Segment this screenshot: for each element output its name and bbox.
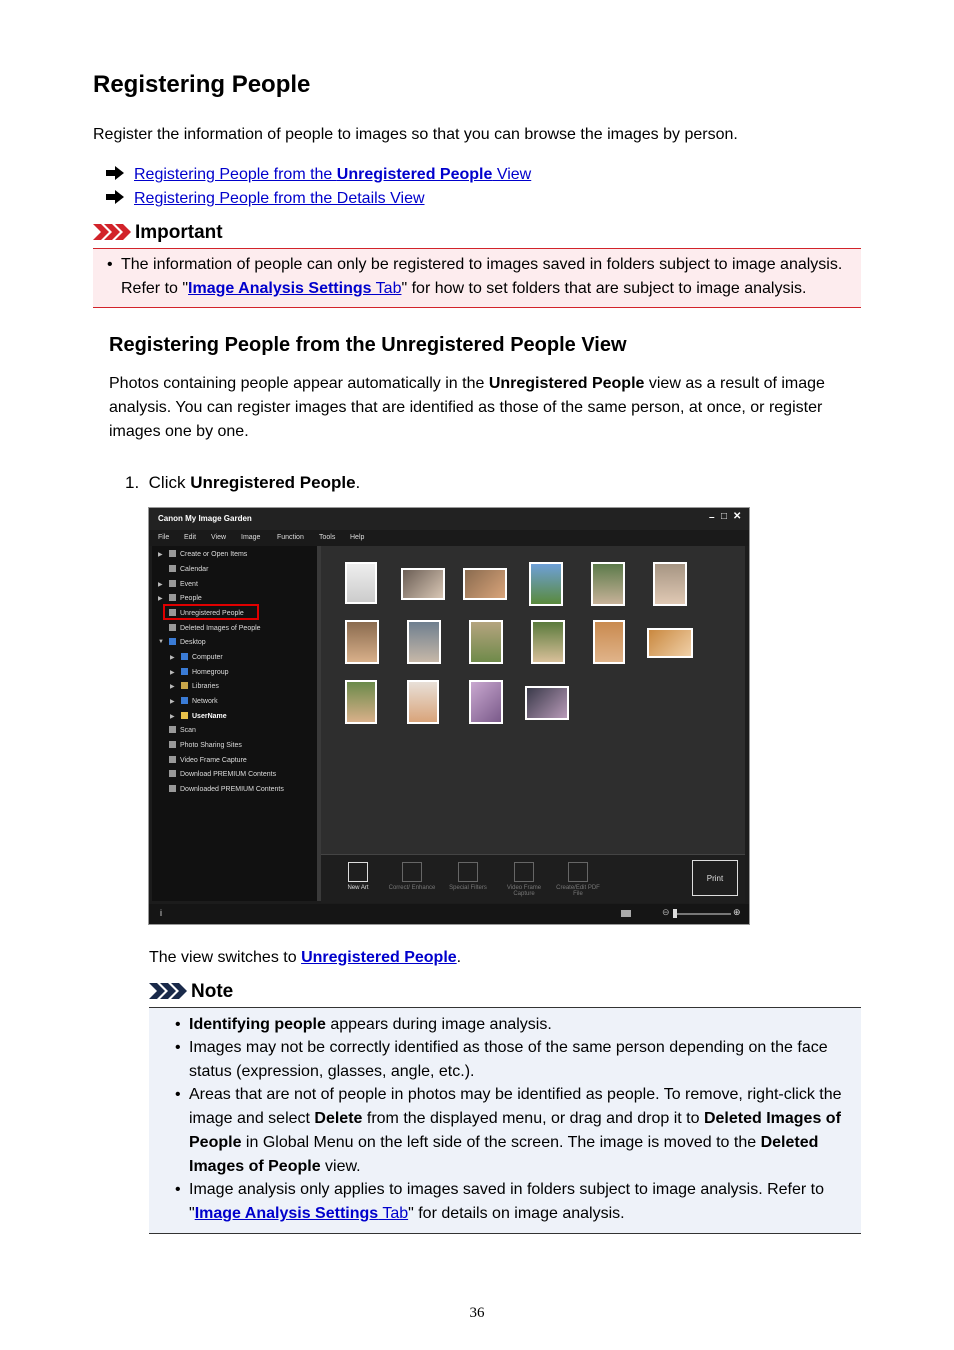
desktop-icon xyxy=(169,638,176,645)
calendar-icon xyxy=(169,565,176,572)
photo-sharing-icon xyxy=(169,741,176,748)
image-thumbnail[interactable] xyxy=(531,620,565,664)
zoom-out-icon[interactable]: ⊖ xyxy=(662,907,670,917)
link-row-unregistered xyxy=(106,165,531,185)
sidebar-item-username[interactable]: UserName xyxy=(181,712,227,720)
app-title: Canon My Image Garden xyxy=(158,514,252,523)
note-heading: Note xyxy=(149,981,233,1003)
note-chevron-icon xyxy=(149,983,187,999)
app-titlebar xyxy=(149,508,749,530)
expand-icon[interactable]: ▶ xyxy=(170,655,175,661)
sidebar-item-deleted-people[interactable]: Deleted Images of People xyxy=(169,624,261,632)
person-deleted-icon xyxy=(169,624,176,631)
note-item-1: • Identifying people appears during image analysis. xyxy=(175,1016,552,1033)
sidebar-item-scan[interactable]: Scan xyxy=(169,726,196,734)
expand-icon[interactable]: ▶ xyxy=(170,670,175,676)
menu-tools[interactable]: Tools xyxy=(319,534,336,541)
important-heading: Important xyxy=(93,222,223,244)
sidebar-item-downloaded-premium[interactable]: Downloaded PREMIUM Contents xyxy=(169,785,284,793)
new-art-icon xyxy=(348,862,368,882)
menu-edit[interactable]: Edit xyxy=(184,534,197,541)
sidebar-item-network[interactable]: Network xyxy=(181,697,218,705)
expand-icon[interactable]: ▶ xyxy=(158,552,163,558)
sidebar-item-desktop[interactable]: Desktop xyxy=(169,638,206,646)
person-icon xyxy=(169,609,176,616)
create-icon xyxy=(169,550,176,557)
note-item-3: • Areas that are not of people in photos may be identified as people. To remove, right-click the image and select Delete from the displayed menu, or drag and drop it to Deleted Images of People in Global Menu on the left side of the screen. The image is moved to the Deleted Images of People view. xyxy=(175,1086,842,1175)
sidebar-item-computer[interactable]: Computer xyxy=(181,653,223,661)
close-icon[interactable]: ✕ xyxy=(733,511,742,522)
image-thumbnail[interactable] xyxy=(463,568,507,600)
arrow-right-icon xyxy=(106,190,124,204)
image-thumbnail[interactable] xyxy=(407,680,439,724)
menu-file[interactable]: File xyxy=(158,534,170,541)
link-details-view[interactable]: Registering People from the Details View xyxy=(134,190,425,207)
computer-icon xyxy=(181,653,188,660)
image-thumbnail[interactable] xyxy=(345,562,377,604)
important-item: • The information of people can only be registered to images saved in folders subject to image analysis. Refer to "Image Analysis Settings Tab" for how to set folders that are subject to image analysis. xyxy=(107,256,843,297)
intro-text: Register the information of people to images so that you can browse the images by person. xyxy=(93,126,738,143)
image-thumbnail[interactable] xyxy=(591,562,625,606)
image-thumbnail[interactable] xyxy=(345,620,379,664)
sidebar-item-calendar[interactable]: Calendar xyxy=(169,565,208,573)
image-thumbnail[interactable] xyxy=(647,628,693,658)
homegroup-icon xyxy=(181,668,188,675)
video-frame-capture-icon xyxy=(514,862,534,882)
note-item-4: • Image analysis only applies to images saved in folders subject to image analysis. Refer to "Image Analysis Settings Tab" for details on image analysis. xyxy=(175,1181,824,1222)
page-number: 36 xyxy=(469,1305,485,1321)
app-screenshot xyxy=(148,507,750,925)
image-thumbnail[interactable] xyxy=(469,680,503,724)
sidebar-item-photo-sharing[interactable]: Photo Sharing Sites xyxy=(169,741,242,749)
folder-icon xyxy=(169,785,176,792)
important-chevron-icon xyxy=(93,224,131,240)
expand-icon[interactable]: ▶ xyxy=(158,582,163,588)
image-thumbnail[interactable] xyxy=(345,680,377,724)
image-thumbnail[interactable] xyxy=(401,568,445,600)
expand-icon[interactable]: ▶ xyxy=(170,714,175,720)
image-thumbnail[interactable] xyxy=(593,620,625,664)
sidebar-item-event[interactable]: Event xyxy=(169,580,198,588)
user-folder-icon xyxy=(181,712,188,719)
scan-icon xyxy=(169,726,176,733)
sidebar-item-people[interactable]: People xyxy=(169,594,202,602)
image-thumbnail[interactable] xyxy=(469,620,503,664)
section-paragraph: Photos containing people appear automatically in the Unregistered People view as a result of image analysis. You can register images that are identified as those of the same person, at once, or register images one by one. xyxy=(109,375,825,440)
download-icon xyxy=(169,770,176,777)
sidebar-item-create[interactable]: Create or Open Items xyxy=(169,550,247,558)
view-toggle-icon[interactable] xyxy=(621,910,631,917)
link-unregistered-people[interactable]: Unregistered People xyxy=(301,949,457,966)
menu-image[interactable]: Image xyxy=(241,534,261,541)
info-icon[interactable]: i xyxy=(160,908,162,918)
app-menubar xyxy=(149,530,749,546)
person-icon xyxy=(169,594,176,601)
pdf-icon xyxy=(568,862,588,882)
print-button[interactable]: Print xyxy=(692,860,738,896)
link-image-analysis-settings[interactable]: Image Analysis Settings Tab xyxy=(188,280,402,297)
step-1: 1. Click Unregistered People. xyxy=(125,473,361,492)
image-grid xyxy=(321,546,745,854)
link-row-details xyxy=(106,189,425,209)
special-filters-button[interactable]: Special Filters xyxy=(443,862,493,891)
maximize-icon[interactable]: □ xyxy=(721,511,728,522)
sidebar-item-video-frame[interactable]: Video Frame Capture xyxy=(169,756,247,764)
link-unregistered-people-view[interactable]: Registering People from the Unregistered People View xyxy=(134,166,532,183)
note-item-2: • Images may not be correctly identified as those of the same person depending on the face status (expression, glasses, angle, etc.). xyxy=(175,1039,828,1080)
image-thumbnail[interactable] xyxy=(653,562,687,606)
link-image-analysis-settings[interactable]: Image Analysis Settings Tab xyxy=(194,1205,409,1222)
libraries-icon xyxy=(181,682,188,689)
special-filters-icon xyxy=(458,862,478,882)
image-thumbnail[interactable] xyxy=(529,562,563,606)
event-icon xyxy=(169,580,176,587)
status-bar xyxy=(149,904,749,924)
after-step-text: The view switches to Unregistered People. xyxy=(149,949,462,966)
create-edit-pdf-button[interactable]: Create/Edit PDF File xyxy=(553,862,603,897)
menu-view[interactable]: View xyxy=(211,534,227,541)
minimize-icon[interactable]: – xyxy=(709,512,715,523)
correct-enhance-button[interactable]: Correct/ Enhance xyxy=(387,862,437,891)
expand-icon[interactable]: ▶ xyxy=(170,699,175,705)
video-frame-capture-button[interactable]: Video Frame Capture xyxy=(499,862,549,897)
page-title: Registering People xyxy=(93,71,311,98)
sidebar-item-homegroup[interactable]: Homegroup xyxy=(181,668,229,676)
arrow-right-icon xyxy=(106,166,124,180)
image-thumbnail[interactable] xyxy=(525,686,569,720)
zoom-in-icon[interactable]: ⊕ xyxy=(733,907,741,917)
video-frame-icon xyxy=(169,756,176,763)
sidebar-item-download-premium[interactable]: Download PREMIUM Contents xyxy=(169,770,276,778)
menu-function[interactable]: Function xyxy=(277,534,304,541)
section-heading: Registering People from the Unregistered People View xyxy=(109,334,627,356)
expand-icon[interactable]: ▶ xyxy=(170,684,175,690)
sidebar-item-unregistered-people[interactable]: Unregistered People xyxy=(169,609,244,617)
collapse-icon[interactable]: ▼ xyxy=(158,639,164,645)
menu-help[interactable]: Help xyxy=(350,534,365,541)
zoom-slider-handle[interactable] xyxy=(673,909,677,918)
correct-enhance-icon xyxy=(402,862,422,882)
expand-icon[interactable]: ▶ xyxy=(158,596,163,602)
network-icon xyxy=(181,697,188,704)
new-art-button[interactable]: New Art xyxy=(333,862,383,891)
image-thumbnail[interactable] xyxy=(407,620,441,664)
sidebar-item-libraries[interactable]: Libraries xyxy=(181,682,219,690)
zoom-slider[interactable] xyxy=(673,913,731,915)
